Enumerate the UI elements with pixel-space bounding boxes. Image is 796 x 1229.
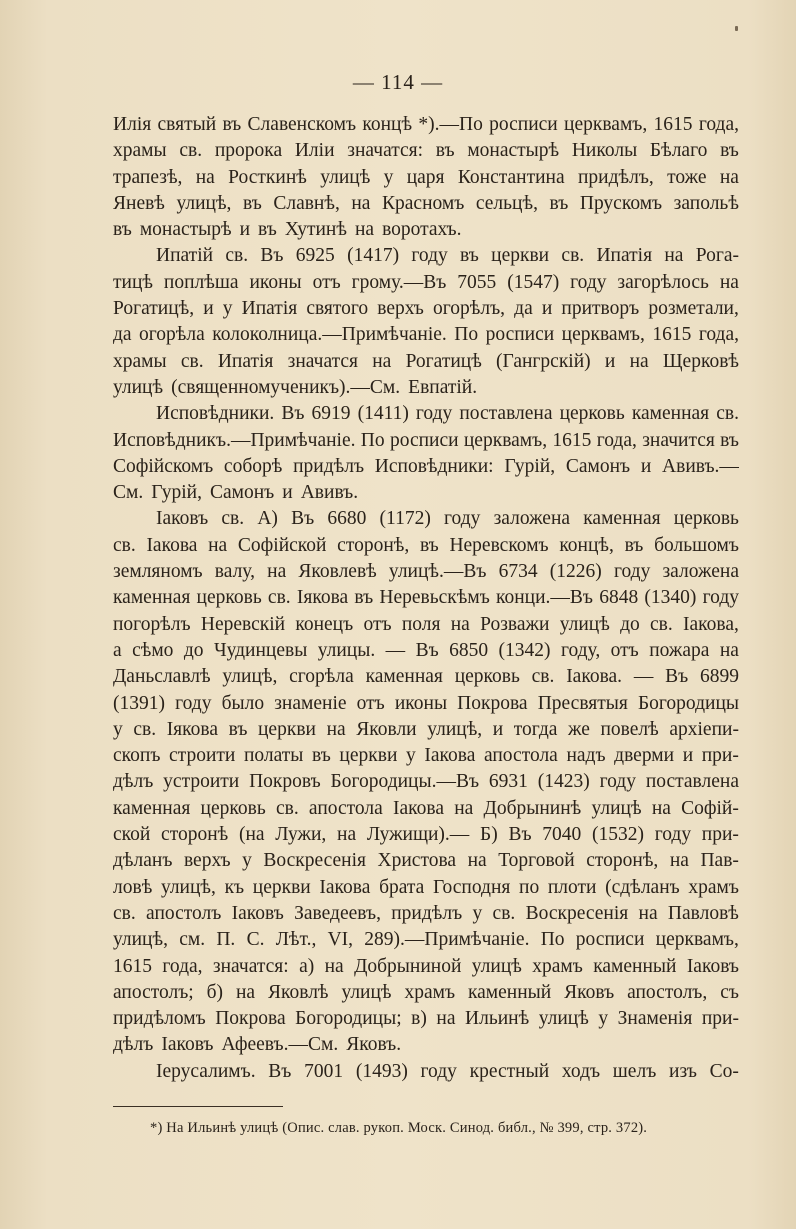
text-line: тицѣ поплѣша иконы отъ грому.—Въ 7055 (1547) году загорѣлось на (113, 271, 739, 293)
text-line: у св. Іякова въ церкви на Яковли улицѣ, и тогда же повелѣ архіепи- (113, 718, 739, 740)
text-line: Исповѣдникъ.—Примѣчаніе. По росписи церквамъ, 1615 года, значится въ (113, 429, 739, 451)
paper-mark (735, 26, 738, 31)
text-line: Ипатій св. Въ 6925 (1417) году въ церкви св. Ипатія на Рога- (156, 245, 739, 267)
text-line: См. Гурій, Самонъ и Авивъ. (113, 482, 359, 504)
text-line: улицѣ, см. П. С. Лѣт., VI, 289).—Примѣчаніе. По росписи церквамъ, (113, 929, 739, 951)
text-line: апостолъ; б) на Яковлѣ улицѣ храмъ каменный Яковъ апостолъ, съ (113, 981, 739, 1003)
text-line: Исповѣдники. Въ 6919 (1411) году поставлена церковь каменная св. (156, 403, 739, 425)
footnote: *) На Ильинѣ улицѣ (Опис. слав. рукоп. Моск. Синод. библ., № 399, стр. 372). (150, 1120, 648, 1136)
text-line: дѣлъ устроити Покровъ Богородицы.—Въ 6931 (1423) году поставлена (113, 771, 739, 793)
text-line: ловѣ улицѣ, къ церкви Іакова брата Господня по плоти (сдѣланъ храмъ (113, 876, 739, 898)
text-line: земляномъ валу, на Яковлевѣ улицѣ.—Въ 6734 (1226) году заложена (113, 561, 739, 583)
text-line: въ монастырѣ и въ Хутинѣ на воротахъ. (113, 219, 462, 241)
text-line: ской сторонѣ (на Лужи, на Лужищи).— Б) Въ 7040 (1532) году при- (113, 824, 739, 846)
text-line: Рогатицѣ, и у Ипатія святого верхъ огорѣлъ, да и притворъ розметали, (113, 298, 739, 320)
text-line: да огорѣла колоколница.—Примѣчаніе. По росписи церквамъ, 1615 года, (113, 324, 739, 346)
text-line: дѣланъ верхъ у Воскресенія Христова на Торговой сторонѣ, на Пав- (113, 850, 739, 872)
text-line: дѣлъ Іаковъ Афеевъ.—См. Яковъ. (113, 1034, 402, 1056)
text-line: каменная церковь св. апостола Іакова на Добрынинѣ улицѣ на Софій- (113, 797, 739, 819)
text-line: Даньславлѣ улицѣ, сгорѣла каменная церковь св. Іакова. — Въ 6899 (113, 666, 739, 688)
text-line: св. апостолъ Іаковъ Заведеевъ, придѣлъ у св. Воскресенія на Павловѣ (113, 902, 739, 924)
text-line: Іерусалимъ. Въ 7001 (1493) году крестный ходъ шелъ изъ Со- (156, 1060, 739, 1082)
text-line: храмы св. пророка Иліи значатся: въ монастырѣ Николы Бѣлаго въ (113, 140, 739, 162)
text-line: улицѣ (священномученикъ).—См. Евпатій. (113, 376, 478, 398)
footnote-divider (113, 1106, 283, 1107)
text-line: Софійскомъ соборѣ придѣлъ Исповѣдники: Гурій, Самонъ и Авивъ.— (113, 455, 739, 477)
text-line: храмы св. Ипатія значатся на Рогатицѣ (Гангрскій) и на Щерковѣ (113, 350, 739, 372)
text-line: (1391) году было знаменіе отъ иконы Покрова Пресвятыя Богородицы (113, 692, 739, 714)
page-number: — 114 — (352, 70, 444, 94)
text-line: каменная церковь св. Іякова въ Неревьскѣмъ конци.—Въ 6848 (1340) году (113, 587, 739, 609)
text-line: трапезѣ, на Росткинѣ улицѣ у царя Константина придѣлъ, тоже на (113, 166, 739, 188)
text-line: 1615 года, значатся: а) на Добрыниной улицѣ храмъ каменный Іаковъ (113, 955, 739, 977)
text-line: Іаковъ св. А) Въ 6680 (1172) году заложена каменная церковь (156, 508, 739, 530)
text-line: Илія святый въ Славенскомъ концѣ *).—По росписи церквамъ, 1615 года, (113, 114, 739, 135)
text-line: Яневѣ улицѣ, въ Славнѣ, на Красномъ сельцѣ, въ Прускомъ запольѣ (113, 192, 739, 214)
text-line: св. Іакова на Софійской сторонѣ, въ Неревскомъ концѣ, въ большомъ (113, 534, 739, 556)
text-line: погорѣлъ Неревскій конецъ отъ поля на Розважи улицѣ до св. Іакова, (113, 613, 739, 635)
text-line: а сѣмо до Чудинцевы улицы. — Въ 6850 (1342) году, отъ пожара на (113, 639, 739, 661)
body-text (113, 112, 739, 1085)
text-line: скопъ строити полаты въ церкви у Іакова апостола надъ дверми и при- (113, 745, 739, 767)
text-line: придѣломъ Покрова Богородицы; в) на Ильинѣ улицѣ у Знаменія при- (113, 1008, 739, 1030)
